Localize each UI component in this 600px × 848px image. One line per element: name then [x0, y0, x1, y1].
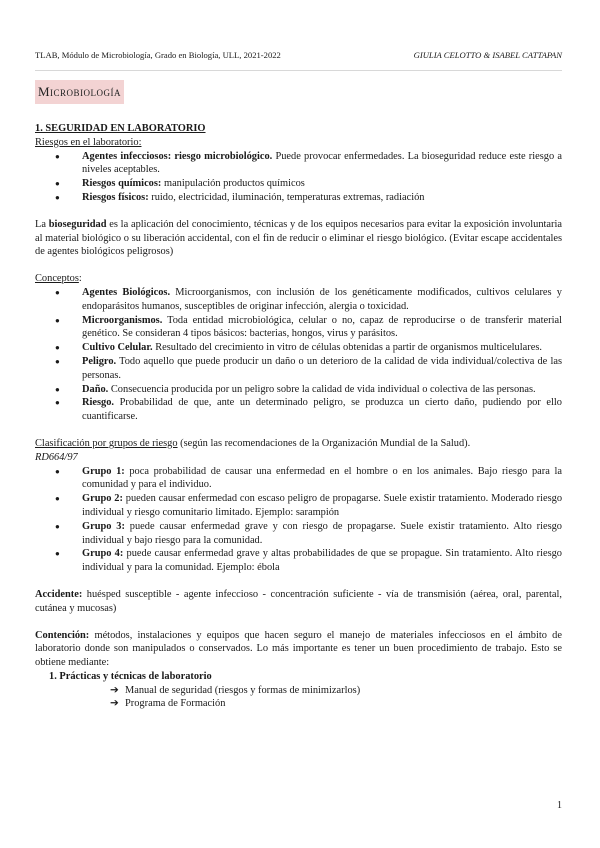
- arrow-icon: ➔: [110, 684, 119, 696]
- page-title: Microbiología: [35, 80, 124, 104]
- arrow-icon: ➔: [110, 698, 119, 710]
- sub-list-item: ➔ Programa de Formación: [110, 698, 226, 710]
- list-item: ● Cultivo Celular. Resultado del crecimiento in vitro de células obtenidas a partir de organismos multicelulares.: [35, 341, 562, 355]
- list-item: ● Peligro. Todo aquello que puede producir un daño o un deterioro de la calidad de vida individual/colectiva de las personas.: [35, 355, 562, 383]
- grupos-list: [35, 465, 562, 575]
- list-item: ● Agentes Biológicos. Microorganismos, con inclusión de los genéticamente modificados, cultivos celulares y endoparásitos humanos, susceptibles de originar infección, alergia o toxicidad.: [35, 286, 562, 314]
- list-item: ● Agentes infecciosos: riesgo microbiológico. Puede provocar enfermedades. La bioseguridad reduce este riesgo a niveles aceptables.: [35, 150, 562, 178]
- conceptos-label: Conceptos:: [35, 273, 82, 285]
- riesgos-list: [35, 150, 562, 205]
- contencion-paragraph: Contención: métodos, instalaciones y equipos que hacen seguro el manejo de materiales infecciosos en el ámbito de laboratorio donde son manipulados o conservados. Lo más importante es tener un buen procedimiento de trabajo. Esto se obtiene mediante:: [35, 629, 562, 669]
- list-item: ● Grupo 4: puede causar enfermedad grave y altas probabilidades de que se propague. Sin tratamiento. Alto riesgo individual y para la comunidad. Ejemplo: ébola: [35, 547, 562, 575]
- page-header: [35, 50, 562, 64]
- document-body: [35, 122, 562, 711]
- list-item: ● Grupo 2: pueden causar enfermedad con escaso peligro de propagarse. Suele existir tratamiento. Moderado riesgo individual y riesgo comunitario limitado. Ejemplo: sarampión: [35, 492, 562, 520]
- list-item: ● Riesgos químicos: manipulación productos químicos: [35, 177, 562, 191]
- sub-list-item: ➔ Manual de seguridad (riesgos y formas de minimizarlos): [110, 684, 361, 696]
- header-authors: GIULIA CELOTTO & ISABEL CATTAPAN: [413, 50, 562, 60]
- bioseguridad-paragraph: La bioseguridad es la aplicación del conocimiento, técnicas y de los equipos necesarios para evitar la exposición involuntaria al material biológico o su liberación accidental, con el fin de reducir o eliminar el riesgo biológico. (Evitar escape accidentales de agentes biológicos peligrosos): [35, 218, 562, 258]
- list-item: ● Microorganismos. Toda entidad microbiológica, celular o no, capaz de reproducirse o de transferir material genético. Se consideran 4 tipos básicos: bacterias, hongos, virus y parásitos.: [35, 314, 562, 342]
- accidente-paragraph: Accidente: huésped susceptible - agente infeccioso - concentración suficiente - vía de transmisión (aérea, oral, parental, cutánea y mucosas): [35, 588, 562, 614]
- numbered-item: 1. Prácticas y técnicas de laboratorio: [49, 670, 212, 682]
- conceptos-list: [35, 286, 562, 424]
- clasificacion-paragraph: Clasificación por grupos de riesgo (según las recomendaciones de la Organización Mundial de la Salud).: [35, 437, 471, 449]
- list-item: ● Grupo 1: poca probabilidad de causar una enfermedad en el hombre o en los animales. Bajo riesgo para la comunidad y para el individuo.: [35, 465, 562, 493]
- section-heading: 1. SEGURIDAD EN LABORATORIO: [35, 123, 206, 134]
- riesgos-label: Riesgos en el laboratorio:: [35, 136, 142, 148]
- list-item: ● Riesgos físicos: ruido, electricidad, iluminación, temperaturas extremas, radiación: [35, 191, 562, 205]
- list-item: ● Riesgo. Probabilidad de que, ante un determinado peligro, se produzca un cierto daño, pudiendo por ello cuantificarse.: [35, 396, 562, 424]
- page-number: 1: [557, 800, 562, 811]
- list-item: ● Daño. Consecuencia producida por un peligro sobre la calidad de vida individual o colectiva de las personas.: [35, 383, 562, 397]
- list-item: ● Grupo 3: puede causar enfermedad grave y con riesgo de propagarse. Suele existir tratamiento. Alto riesgo individual y bajo riesgo para la comunidad.: [35, 520, 562, 548]
- rd-reference: RD664/97: [35, 451, 78, 463]
- header-divider: [35, 70, 562, 71]
- header-course-info: TLAB, Módulo de Microbiología, Grado en Biología, ULL, 2021-2022: [35, 50, 281, 60]
